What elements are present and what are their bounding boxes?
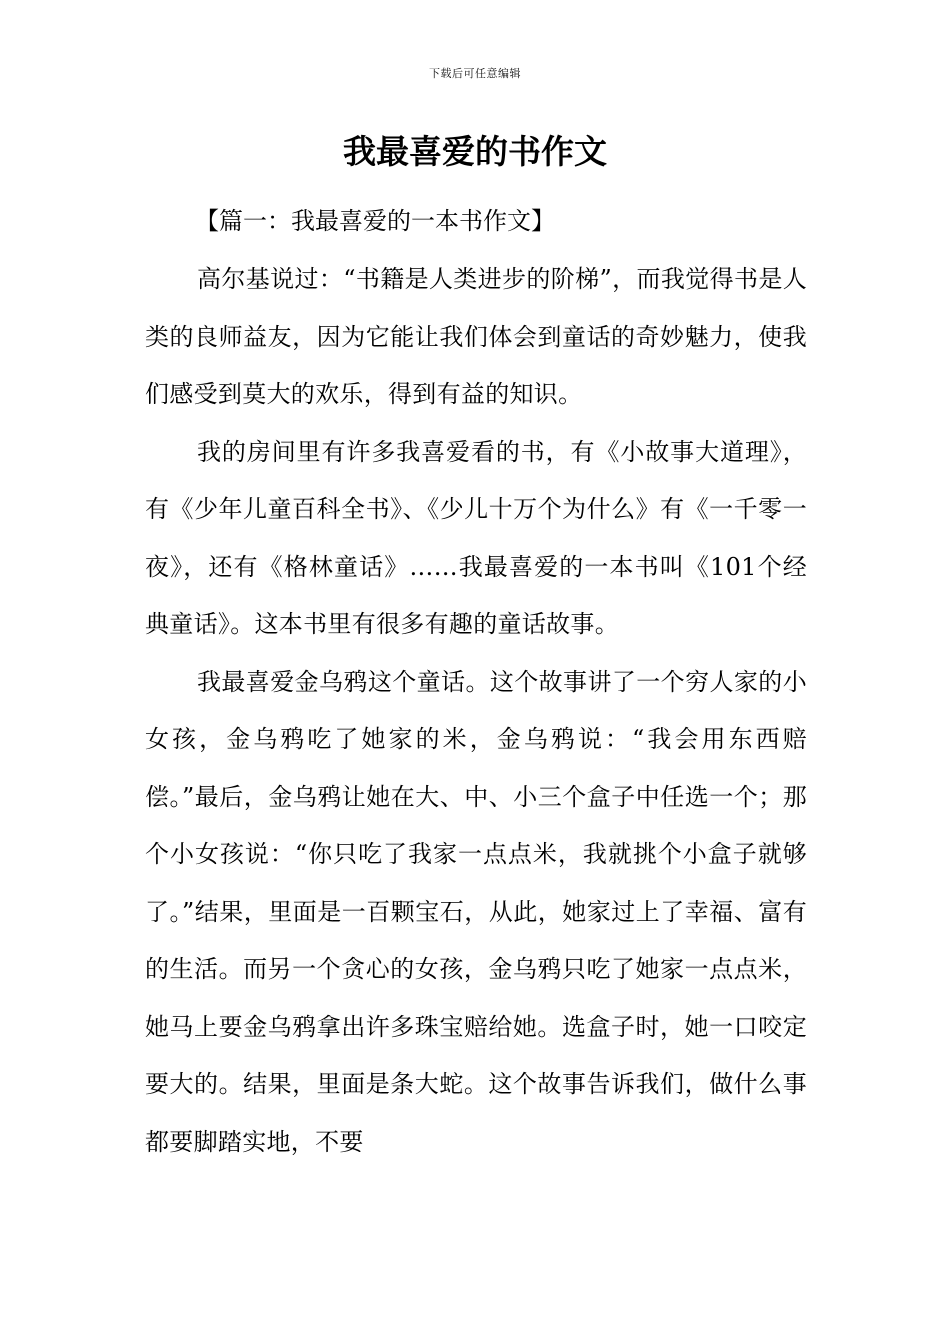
document-title: 我最喜爱的书作文 (343, 132, 607, 171)
section-heading: 【篇一：我最喜爱的一本书作文】 (195, 207, 555, 235)
paragraph-2: 我的房间里有许多我喜爱看的书，有《小故事大道理》，有《少年儿童百科全书》、《少儿十万个为什么》有《一千零一夜》，还有《格林童话》……我最喜爱的一本书叫《101个经典童话》。这本书里有很多有趣的童话故事。 (145, 437, 807, 638)
document-body (145, 191, 807, 1171)
paragraph-3: 我最喜爱金乌鸦这个童话。这个故事讲了一个穷人家的小女孩，金乌鸦吃了她家的米，金乌鸦说：“我会用东西赔偿。”最后，金乌鸦让她在大、中、小三个盒子中任选一个；那个小女孩说：“你只吃了我家一点点米，我就挑个小盒子就够了。”结果，里面是一百颗宝石，从此，她家过上了幸福、富有的生活。而另一个贪心的女孩，金乌鸦只吃了她家一点点米，她马上要金乌鸦拿出许多珠宝赔给她。选盒子时，她一口咬定要大的。结果，里面是条大蛇。这个故事告诉我们，做什么事都要脚踏实地，不要 (145, 667, 807, 1156)
paragraph-1: 高尔基说过：“书籍是人类进步的阶梯”，而我觉得书是人类的良师益友，因为它能让我们体会到童话的奇妙魅力，使我们感受到莫大的欢乐，得到有益的知识。 (145, 265, 807, 408)
page-header-note: 下载后可任意编辑 (429, 67, 521, 80)
